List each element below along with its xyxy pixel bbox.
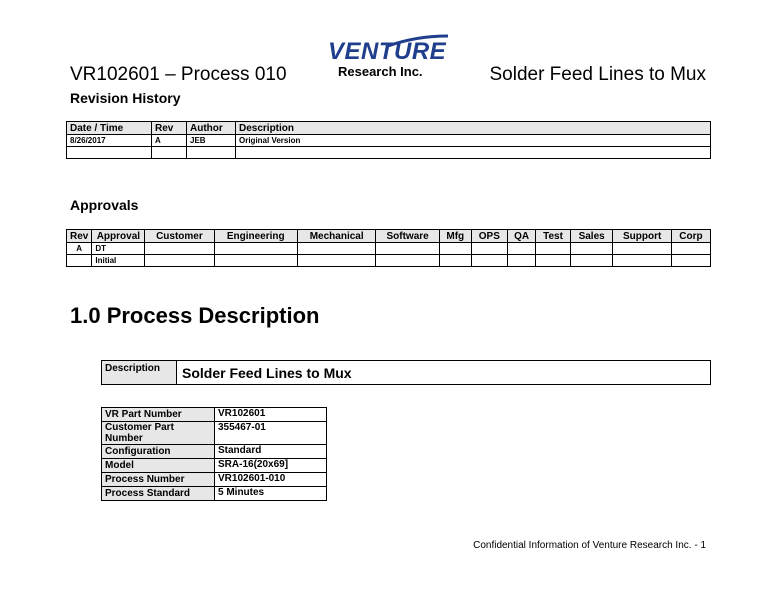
table-row [67,135,711,147]
table-row [102,473,327,487]
column-header: Customer [145,230,214,243]
column-header: Mfg [439,230,471,243]
table-cell: Original Version [236,135,711,147]
column-header: Date / Time [67,122,152,135]
table-cell [570,243,613,255]
company-logo [328,34,450,84]
revision-history-heading: Revision History [70,90,181,106]
table-row [67,255,711,267]
info-key: Model [102,459,215,473]
table-row [102,459,327,473]
table-cell [471,255,507,267]
table-cell [439,255,471,267]
column-header: OPS [471,230,507,243]
table-row [67,243,711,255]
column-header: Description [236,122,711,135]
logo-subtitle: Research Inc. [338,64,423,79]
approvals-heading: Approvals [70,197,139,213]
column-header: Approval [92,230,145,243]
table-cell [236,147,711,159]
table-cell: A [67,243,92,255]
document-title: VR102601 – Process 010 [70,64,287,85]
column-header: Rev [67,230,92,243]
table-cell [297,243,375,255]
column-header: Software [376,230,439,243]
table-cell [570,255,613,267]
table-cell: 8/26/2017 [67,135,152,147]
table-cell: A [152,135,187,147]
table-cell [613,243,671,255]
table-cell [671,243,710,255]
section-title: 1.0 Process Description [70,303,320,328]
table-row [102,487,327,501]
info-value: Standard [215,445,327,459]
table-cell [214,243,297,255]
info-key: Customer Part Number [102,422,215,445]
description-table [101,360,711,385]
table-cell: JEB [187,135,236,147]
table-cell [536,255,571,267]
approvals-table [66,229,711,267]
table-cell [376,255,439,267]
table-row [102,408,327,422]
column-header: Mechanical [297,230,375,243]
table-row [102,422,327,445]
revision-history-table [66,121,711,159]
process-info-table [101,407,327,501]
column-header: Author [187,122,236,135]
table-cell [152,147,187,159]
description-label: Description [102,361,177,385]
logo-wordmark: VENTURE [328,38,447,65]
table-cell [214,255,297,267]
info-value: 5 Minutes [215,487,327,501]
info-key: Process Number [102,473,215,487]
info-value: VR102601-010 [215,473,327,487]
info-value: VR102601 [215,408,327,422]
info-key: Configuration [102,445,215,459]
table-cell [376,243,439,255]
page-footer: Confidential Information of Venture Research Inc. - 1 [473,540,706,551]
info-key: VR Part Number [102,408,215,422]
column-header: Support [613,230,671,243]
info-key: Process Standard [102,487,215,501]
table-row [102,445,327,459]
column-header: Sales [570,230,613,243]
column-header: QA [507,230,535,243]
process-title: Solder Feed Lines to Mux [489,64,706,85]
table-cell [507,243,535,255]
column-header: Corp [671,230,710,243]
table-cell [439,243,471,255]
table-cell [145,243,214,255]
table-header-row [67,122,711,135]
table-cell [67,255,92,267]
info-value: SRA-16(20x69] [215,459,327,473]
table-header-row [67,230,711,243]
table-cell [145,255,214,267]
table-cell [67,147,152,159]
table-cell [507,255,535,267]
column-header: Engineering [214,230,297,243]
table-row [102,361,711,385]
table-cell [536,243,571,255]
table-cell [613,255,671,267]
description-value: Solder Feed Lines to Mux [177,361,711,385]
table-cell [471,243,507,255]
column-header: Rev [152,122,187,135]
table-row [67,147,711,159]
table-cell: Initial [92,255,145,267]
table-cell [187,147,236,159]
table-cell [297,255,375,267]
table-cell: DT [92,243,145,255]
table-cell [671,255,710,267]
column-header: Test [536,230,571,243]
info-value: 355467-01 [215,422,327,445]
